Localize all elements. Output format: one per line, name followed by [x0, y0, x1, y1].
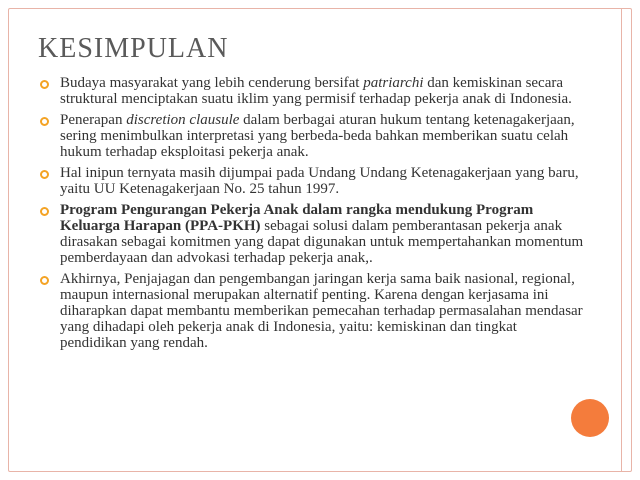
- bullet-circle-icon: [40, 276, 49, 285]
- bullet-item: Akhirnya, Penjajagan dan pengembangan jaringan kerja sama baik nasional, regional, maupun internasional merupakan alternatif penting. Karena dengan kerjasama ini diharapkan dapat membantu memberikan pemecahan terhadap permasalahan mendasar yang dihadapi oleh pekerja anak di Indonesia, yaitu: kemiskinan dan tingkat pendidikan yang rendah.: [40, 271, 585, 351]
- bullet-item: Hal inipun ternyata masih dijumpai pada Undang Undang Ketenagakerjaan yang baru, yaitu UU Ketenagakerjaan No. 25 tahun 1997.: [40, 165, 585, 197]
- bullet-circle-icon: [40, 207, 49, 216]
- bullet-item: Budaya masyarakat yang lebih cenderung bersifat patriarchi dan kemiskinan secara struktural menciptakan suatu iklim yang permisif terhadap pekerja anak di Indonesia.: [40, 75, 585, 107]
- bullet-circle-icon: [40, 80, 49, 89]
- bullet-list: [40, 75, 585, 356]
- bullet-circle-icon: [40, 117, 49, 126]
- bullet-item: Penerapan discretion clausule dalam berbagai aturan hukum tentang ketenagakerjaan, sering menimbulkan interpretasi yang berbeda-beda bahkan memberikan suatu celah hukum terhadap eksploitasi pekerja anak.: [40, 112, 585, 160]
- bullet-item: Program Pengurangan Pekerja Anak dalam rangka mendukung Program Keluarga Harapan (PPA-PKH) sebagai solusi dalam pemberantasan pekerja anak dirasakan sebagai komitmen yang dapat digunakan untuk mempertahankan momentum pemberdayaan dan advokasi terhadap pekerja anak,.: [40, 202, 585, 266]
- slide-right-rule: [621, 9, 622, 471]
- slide-title: KESIMPULAN: [38, 33, 229, 64]
- bullet-circle-icon: [40, 170, 49, 179]
- decorative-orange-circle: [571, 399, 609, 437]
